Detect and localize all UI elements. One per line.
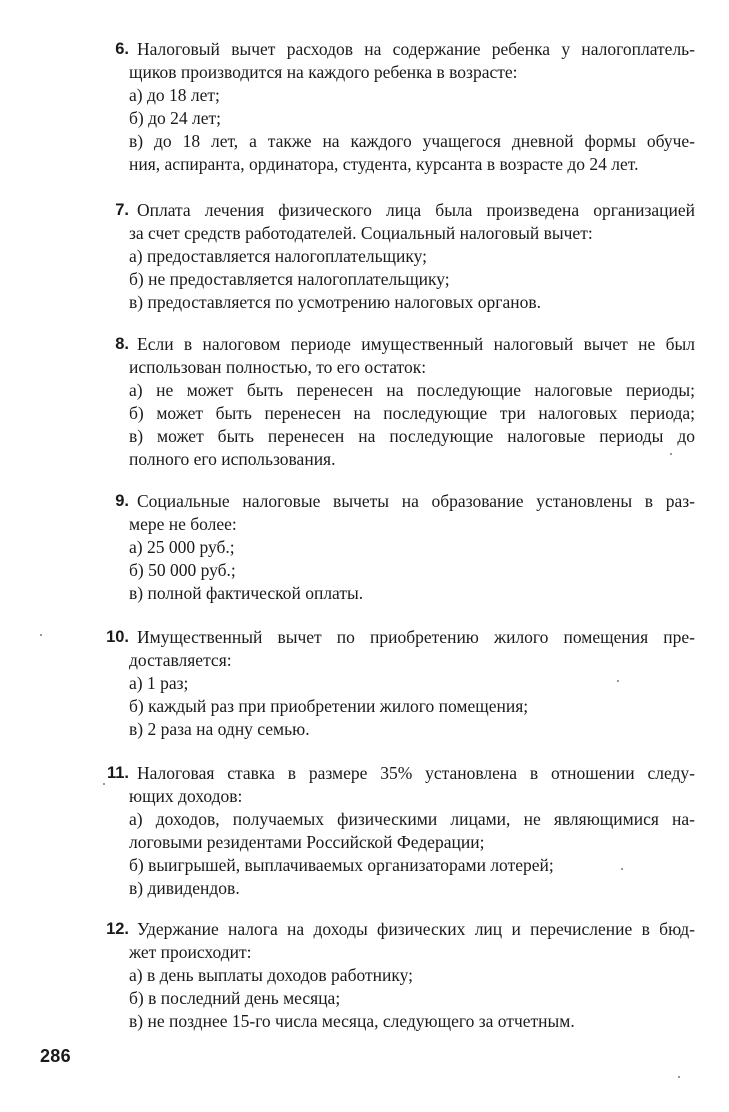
question-text-line: Налоговый вычет расходов на содержание ребенка у налогоплатель- bbox=[137, 39, 695, 59]
question-stem bbox=[95, 490, 695, 513]
question-8 bbox=[95, 333, 695, 471]
answer-option-a: а) 1 раз; bbox=[129, 673, 189, 693]
question-text-line: щиков производится на каждого ребенка в возрасте: bbox=[129, 62, 518, 82]
question-text-line: Оплата лечения физического лица была произведена организацией bbox=[137, 200, 695, 220]
answer-option-c: в) не позднее 15-го числа месяца, следующего за отчетным. bbox=[129, 1011, 575, 1031]
answer-option-a-continued: логовыми резидентами Российской Федерации; bbox=[129, 832, 485, 852]
question-7 bbox=[95, 199, 695, 314]
question-stem bbox=[95, 918, 695, 941]
scan-speck bbox=[621, 868, 623, 870]
answer-option-c: в) может быть перенесен на последующие налоговые периоды до bbox=[129, 426, 695, 446]
answer-option-a: а) не может быть перенесен на последующие налоговые периоды; bbox=[129, 380, 695, 400]
page-number: 286 bbox=[40, 1046, 71, 1066]
answer-option-c: в) предоставляется по усмотрению налоговых органов. bbox=[129, 292, 542, 312]
question-text-line: Если в налоговом периоде имущественный налоговый вычет не был bbox=[137, 334, 695, 354]
answer-option-b: б) не предоставляется налогоплательщику; bbox=[129, 269, 450, 289]
scan-speck bbox=[617, 680, 619, 682]
answer-option-a: а) доходов, получаемых физическими лицами, не являющимися на- bbox=[129, 809, 695, 829]
scan-speck bbox=[678, 1076, 680, 1078]
question-text-line: Имущественный вычет по приобретению жилого помещения пре- bbox=[137, 627, 695, 647]
question-11 bbox=[95, 762, 695, 900]
question-number: 6. bbox=[115, 40, 129, 58]
question-number: 7. bbox=[115, 201, 129, 219]
question-12 bbox=[95, 918, 695, 1033]
question-text-line: Социальные налоговые вычеты на образование установлены в раз- bbox=[137, 491, 695, 511]
answer-option-a: а) 25 000 руб.; bbox=[129, 537, 235, 557]
answer-option-b: б) выигрышей, выплачиваемых организаторами лотерей; bbox=[129, 855, 554, 875]
question-9 bbox=[95, 490, 695, 605]
question-text-line: мере не более: bbox=[129, 514, 237, 534]
question-stem bbox=[95, 333, 695, 356]
question-text-line: жет происходит: bbox=[129, 942, 252, 962]
question-stem bbox=[95, 762, 695, 785]
answer-option-a: а) в день выплаты доходов работнику; bbox=[129, 965, 414, 985]
answer-option-c-continued: ния, аспиранта, ординатора, студента, курсанта в возрасте до 24 лет. bbox=[129, 154, 639, 174]
question-stem bbox=[95, 38, 695, 61]
question-number: 12. bbox=[106, 920, 129, 938]
answer-option-a: а) предоставляется налогоплательщику; bbox=[129, 246, 428, 266]
question-text-line: за счет средств работодателей. Социальный налоговый вычет: bbox=[129, 223, 593, 243]
question-stem bbox=[95, 626, 695, 649]
answer-option-c: в) до 18 лет, а также на каждого учащегося дневной формы обуче- bbox=[129, 131, 695, 151]
answer-option-c: в) дивидендов. bbox=[129, 878, 240, 898]
answer-option-a: а) до 18 лет; bbox=[129, 85, 220, 105]
answer-option-b: б) до 24 лет; bbox=[129, 108, 222, 128]
scan-speck bbox=[103, 783, 105, 785]
question-text-line: Налоговая ставка в размере 35% установлена в отношении следу- bbox=[137, 763, 695, 783]
scan-speck bbox=[670, 453, 672, 455]
answer-option-b: б) 50 000 руб.; bbox=[129, 560, 236, 580]
question-text-line: Удержание налога на доходы физических лиц и перечисление в бюд- bbox=[137, 919, 695, 939]
question-text-line: доставляется: bbox=[129, 650, 232, 670]
question-number: 9. bbox=[115, 492, 129, 510]
question-text-line: ющих доходов: bbox=[129, 786, 243, 806]
question-number: 10. bbox=[106, 628, 129, 646]
answer-option-c-continued: полного его использования. bbox=[129, 449, 336, 469]
scan-speck bbox=[40, 634, 42, 636]
question-6 bbox=[95, 38, 695, 176]
answer-option-c: в) полной фактической оплаты. bbox=[129, 583, 364, 603]
question-number: 8. bbox=[115, 335, 129, 353]
answer-option-b: б) каждый раз при приобретении жилого помещения; bbox=[129, 696, 529, 716]
question-10 bbox=[95, 626, 695, 741]
question-text-line: использован полностью, то его остаток: bbox=[129, 357, 427, 377]
question-number: 11. bbox=[106, 764, 129, 782]
question-stem bbox=[95, 199, 695, 222]
answer-option-b: б) в последний день месяца; bbox=[129, 988, 341, 1008]
answer-option-b: б) может быть перенесен на последующие три налоговых периода; bbox=[129, 403, 695, 423]
answer-option-c: в) 2 раза на одну семью. bbox=[129, 719, 310, 739]
